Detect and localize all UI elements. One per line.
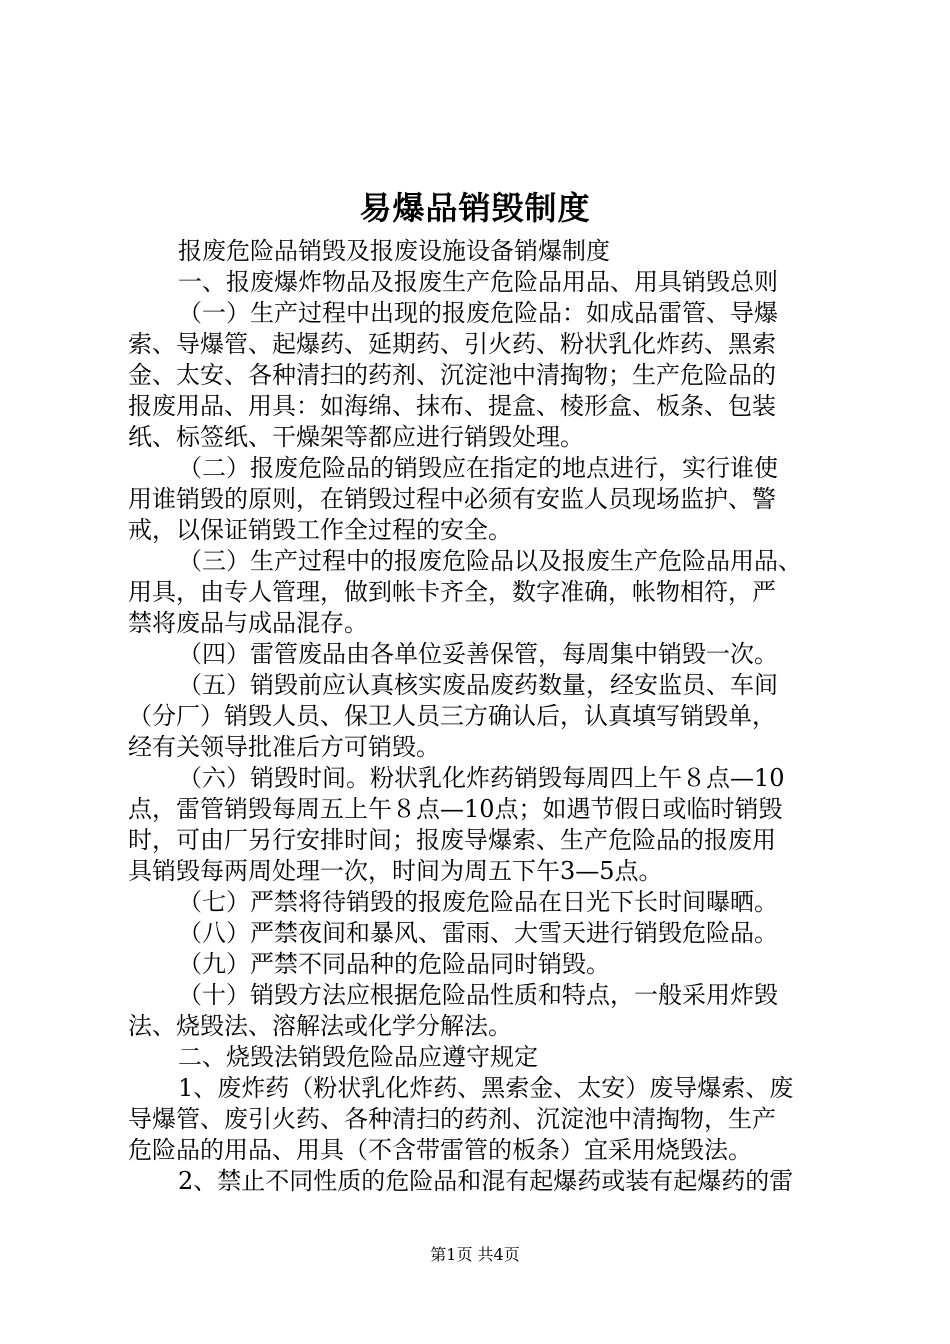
text-line: 用具，由专人管理，做到帐卡齐全，数字准确，帐物相符，严 — [128, 578, 776, 606]
text-line: （十）销毁方法应根据危险品性质和特点，一般采用炸毁 — [178, 981, 778, 1009]
text-line: （八）严禁夜间和暴风、雷雨、大雪天进行销毁危险品。 — [178, 919, 778, 947]
text-line: 纸、标签纸、干燥架等都应进行销毁处理。 — [128, 423, 584, 451]
text-line: 1、废炸药（粉状乳化炸药、黑索金、太安）废导爆索、废 — [178, 1074, 794, 1102]
text-line: 索、导爆管、起爆药、延期药、引火药、粉状乳化炸药、黑索 — [128, 330, 776, 358]
text-line: 用谁销毁的原则，在销毁过程中必须有安监人员现场监护、警 — [128, 485, 776, 513]
text-line: （三）生产过程中的报废危险品以及报废生产危险品用品、 — [178, 547, 802, 575]
text-line: 禁将废品与成品混存。 — [128, 609, 368, 637]
text-line: 导爆管、废引火药、各种清扫的药剂、沉淀池中清掏物，生产 — [128, 1105, 776, 1133]
text-line: （五）销毁前应认真核实废品废药数量，经安监员、车间 — [178, 671, 778, 699]
text-line: （四）雷管废品由各单位妥善保管，每周集中销毁一次。 — [178, 640, 778, 668]
text-line: 点，雷管销毁每周五上午８点—10点；如遇节假日或临时销毁 — [128, 795, 783, 823]
text-line: 2、禁止不同性质的危险品和混有起爆药或装有起爆药的雷 — [178, 1167, 794, 1195]
text-line: 戒，以保证销毁工作全过程的安全。 — [128, 516, 512, 544]
text-line: 二、烧毁法销毁危险品应遵守规定 — [178, 1043, 538, 1071]
text-line: 时，可由厂另行安排时间；报废导爆索、生产危险品的报废用 — [128, 826, 776, 854]
text-line: （分厂）销毁人员、保卫人员三方确认后，认真填写销毁单， — [128, 702, 776, 730]
text-line: 金、太安、各种清扫的药剂、沉淀池中清掏物；生产危险品的 — [128, 361, 776, 389]
text-line: （九）严禁不同品种的危险品同时销毁。 — [178, 950, 610, 978]
text-line: 一、报废爆炸物品及报废生产危险品用品、用具销毁总则 — [178, 268, 778, 296]
text-line: 危险品的用品、用具（不含带雷管的板条）宜采用烧毁法。 — [128, 1136, 752, 1164]
text-line: （一）生产过程中出现的报废危险品：如成品雷管、导爆 — [178, 299, 778, 327]
document-body — [128, 236, 838, 1197]
text-line: 法、烧毁法、溶解法或化学分解法。 — [128, 1012, 512, 1040]
text-line: 报废危险品销毁及报废设施设备销爆制度 — [178, 237, 610, 265]
text-line: （二）报废危险品的销毁应在指定的地点进行，实行谁使 — [178, 454, 778, 482]
text-line: 具销毁每两周处理一次，时间为周五下午3—5点。 — [128, 857, 663, 885]
page-footer: 第1页 共4页 — [430, 1245, 520, 1264]
text-line: （七）严禁将待销毁的报废危险品在日光下长时间曝晒。 — [178, 888, 778, 916]
text-line: 经有关领导批准后方可销毁。 — [128, 733, 440, 761]
text-line: 报废用品、用具：如海绵、抹布、提盒、棱形盒、板条、包装 — [128, 392, 776, 420]
document-title: 易爆品销毁制度 — [359, 189, 591, 227]
text-line: （六）销毁时间。粉状乳化炸药销毁每周四上午８点—10 — [178, 764, 785, 792]
